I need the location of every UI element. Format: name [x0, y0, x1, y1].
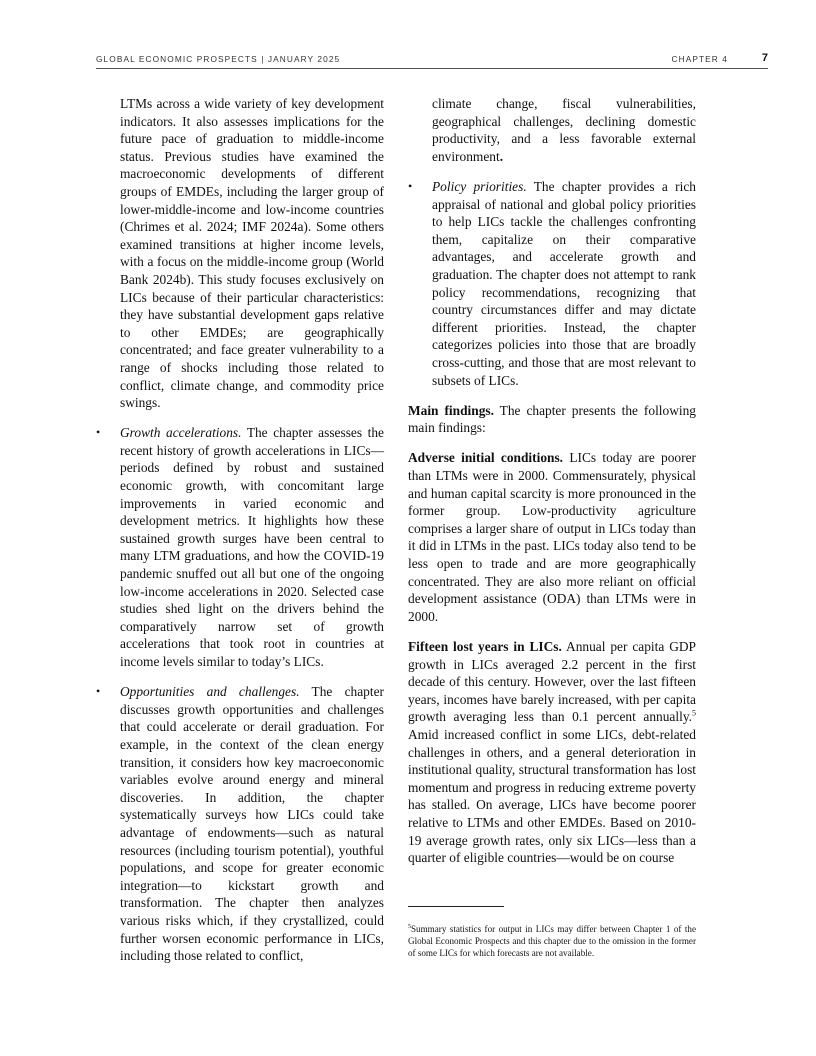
- bullet-lead: Policy priorities.: [432, 178, 527, 194]
- footnote-reference[interactable]: 5: [692, 708, 696, 718]
- right-column: [408, 95, 696, 867]
- header-title: GLOBAL ECONOMIC PROSPECTS | JANUARY 2025: [96, 54, 341, 64]
- bullet-policy-priorities: [408, 178, 696, 389]
- left-column: [96, 95, 384, 965]
- adverse-conditions-paragraph: Adverse initial conditions. LICs today are poorer than LTMs were in 2000. Commensurately, physical and human capital scarcity is more pronounced in the former group. Low-productivity agriculture comprises a larger share of output in LICs today than it did in LTMs in the past. LICs today also tend to be less open to trade and are more geographically concentrated. They are also more reliant on official development assistance (ODA) than LTMs were in 2000.: [408, 450, 696, 624]
- page-number: 7: [761, 52, 768, 64]
- bullet-text: The chapter provides a rich appraisal of national and global policy priorities to help LICs tackle the challenges confronting them, capitalize on their comparative advantages, and accelerate growth and graduation. The chapter does not attempt to rank policy recommendations, recognizing that country circumstances differ and may dictate different priorities. Instead, the chapter categorizes policies into those that are broadly cross-cutting, and those that are most relevant to subsets of LICs.: [432, 178, 696, 388]
- footnote-text: Summary statistics for output in LICs may differ between Chapter 1 of the Global Economic Prospects and this chapter due to the omission in the former of some LICs for which forecasts are not available.: [408, 924, 696, 958]
- paragraph-lead: Main findings.: [408, 402, 494, 418]
- footnote: [408, 924, 696, 959]
- bullet-marker: •: [96, 425, 101, 440]
- footnote-divider: [408, 906, 504, 907]
- intro-paragraph: LTMs across a wide variety of key development indicators. It also assesses implications for the future pace of graduation to middle-income status. Previous studies have examined the macroeconomic developments of different groups of EMDEs, including the larger group of lower-middle-income and low-income countries (Chrimes et al. 2024; IMF 2024a). Some others examined transitions at higher income levels, with a focus on the middle-income group (World Bank 2024b). This study focuses exclusively on LICs because of their particular characteristics: they have substantial development gaps relative to other EMDEs; are geographically concentrated; and face greater vulnerability to a range of shocks including those related to conflict, climate change, and commodity price swings.: [120, 96, 384, 411]
- bullet-marker: •: [408, 178, 413, 193]
- running-header: [96, 52, 768, 69]
- bullet-lead: Growth accelerations.: [120, 425, 242, 441]
- bullet-lead: Opportunities and challenges.: [120, 684, 300, 700]
- continuation-paragraph: climate change, fiscal vulnerabilities, geographical challenges, declining domestic productivity, and a less favorable external environment.: [432, 96, 696, 164]
- header-chapter: CHAPTER 4: [671, 54, 728, 64]
- main-findings-paragraph: Main findings. The chapter presents the following main findings:: [408, 402, 696, 436]
- bullet-growth-accelerations: [96, 424, 384, 670]
- footnote-number: 5: [408, 924, 411, 931]
- paragraph-lead: Adverse initial conditions.: [408, 450, 564, 466]
- fifteen-lost-years-paragraph: Fifteen lost years in LICs. Annual per capita GDP growth in LICs averaged 2.2 percent in the first decade of this century. However, over the last fifteen years, incomes have barely increased, with per capita growth averaging less than 0.1 percent annually.$^5$ Amid increased conflict in some LICs, debt-related challenges in others, and a general deterioration in institutional quality, structural transformation has lost momentum and progress in reducing extreme poverty has stalled. On average, LICs have become poorer relative to LTMs and other EMDEs. Based on 2010-19 average growth rates, only six LICs—less than a quarter of eligible countries—would be on course: [408, 639, 696, 866]
- bullet-text: The chapter assesses the recent history of growth accelerations in LICs—periods defined by robust and sustained economic growth, with concomitant large improvements in varied economic and development metrics. It highlights how these sustained growth surges have been central to many LTM graduations, and how the COVID-19 pandemic snuffed out all but one of the ongoing low-income accelerations in 2020. Selected case studies shed light on the drivers behind the comparatively narrow set of growth accelerations that took root in countries at income levels similar to today’s LICs.: [120, 425, 384, 669]
- bullet-text: The chapter discusses growth opportunities and challenges that could accelerate or derail graduation. For example, in the context of the clean energy transition, it considers how key macroeconomic variables evolve around energy and mineral discoveries. In addition, the chapter systematically surveys how LICs could take advantage of endowments—such as natural resources (including tourism potential), youthful populations, and scope for greater economic integration—to kickstart growth and transformation. The chapter then analyzes various risks which, if they crystallized, could further worsen economic performance in LICs, including those related to conflict,: [120, 684, 384, 964]
- bullet-opportunities-challenges: [96, 683, 384, 965]
- bullet-marker: •: [96, 684, 101, 699]
- paragraph-lead: Fifteen lost years in LICs.: [408, 639, 562, 654]
